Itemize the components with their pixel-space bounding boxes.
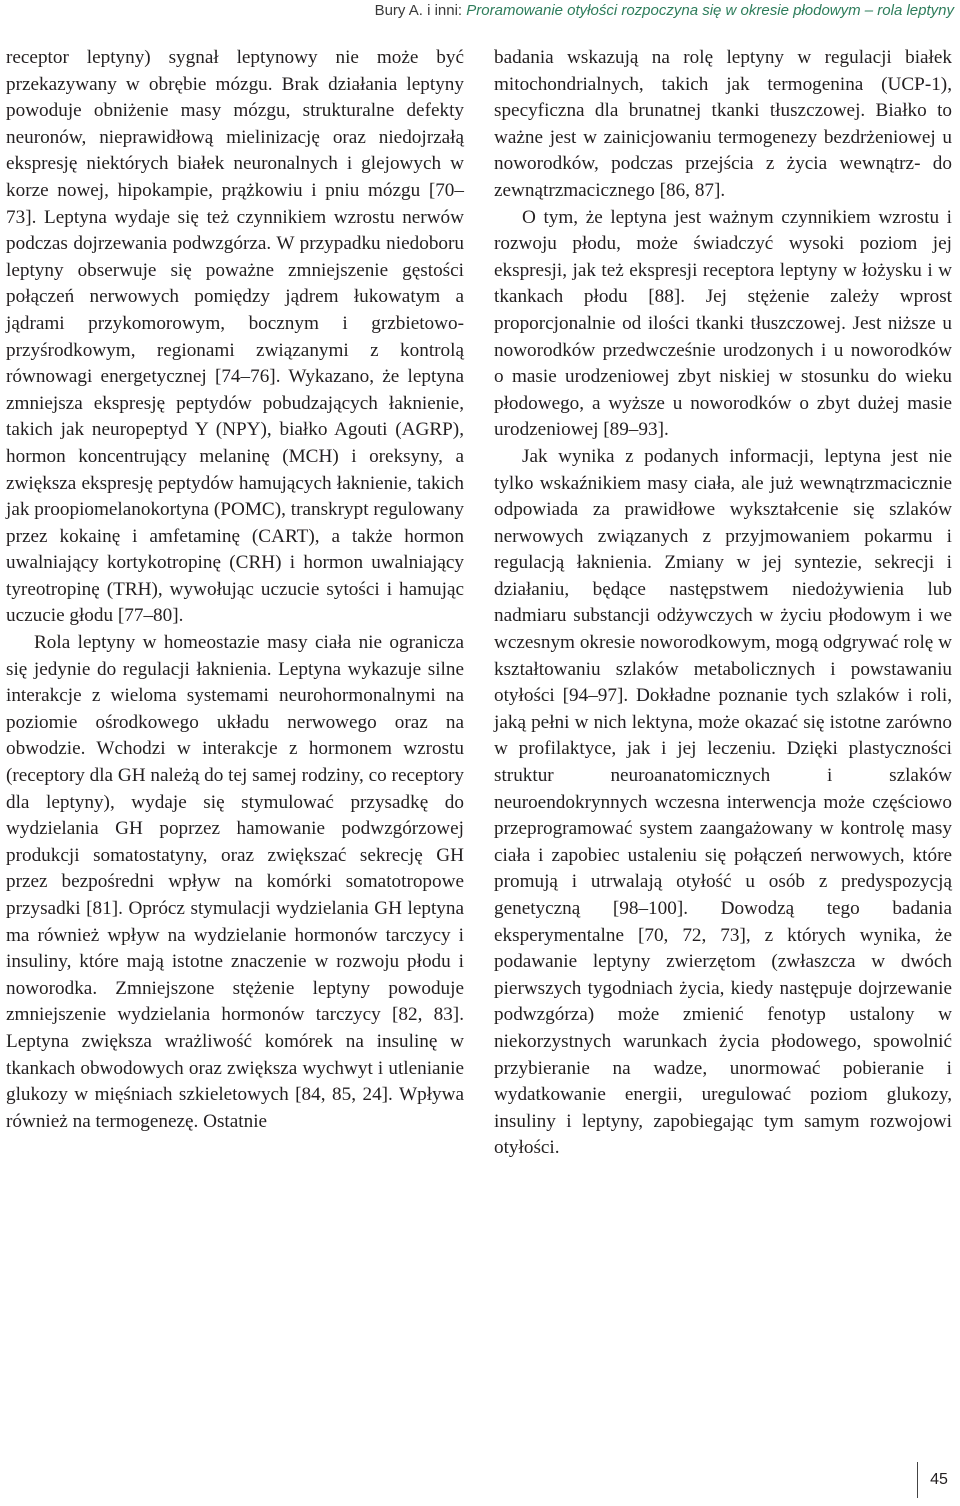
paragraph-left-1: receptor leptyny) sygnał leptynowy nie może być przekazywany w obrębie mózgu. Brak działania leptyny powoduje obniżenie masy mózgu, strukturalne defekty neuronów, nieprawidłową mielinizację oraz niedojrzałą ekspresję niektórych białek neuronalnych i glejowych w korze nowej, hipokampie, prążkowiu i pniu mózgu [70–73]. Leptyna wydaje się też czynnikiem wzrostu nerwów podczas dojrzewania podwzgórza. W przypadku niedoboru leptyny obserwuje się poważne zmniejszenie gęstości połączeń nerwowych pomiędzy jądrem łukowatym a jądrami przykomorowym, bocznym i grzbietowo-przyśrodkowym, regionami związanymi z kontrolą równowagi energetycznej [74–76]. Wykazano, że leptyna zmniejsza ekspresję peptydów pobudzających łaknienie, takich jak neuropeptyd Y (NPY), białko Agouti (AGRP), hormon koncentrujący melaninę (MCH) i oreksyny, a zwiększa ekspresję peptydów hamujących łaknienie, takich jak proopiomelanokortyna (POMC), transkrypt regulowany przez kokainę i amfetaminę (CART), a także hormon uwalniający kortykotropinę (CRH) i hormon uwalniający tyreotropinę (TRH), wywołując uczucie sytości i hamując uczucie głodu [77–80]. bbox=[6, 47, 464, 627]
running-head-authors: Bury A. i inni: bbox=[374, 2, 467, 19]
paragraph-right-1: badania wskazują na rolę leptyny w regulacji białek mitochondrialnych, takich jak termogenina (UCP-1), specyficzna dla brunatnej tkanki tłuszczowej. Białko to ważne jest w zainicjowaniu termogenezy bezdrżeniowej u noworodków, podczas przejścia z życia wewnątrz- do zewnątrzmacicznego [86, 87]. bbox=[494, 47, 952, 201]
right-column bbox=[494, 45, 952, 1162]
left-column bbox=[6, 45, 464, 1135]
paragraph-left-2: Rola leptyny w homeostazie masy ciała nie ogranicza się jedynie do regulacji łaknienia. Leptyna wykazuje silne interakcje z wieloma systemami neurohormonalnymi na poziomie ośrodkowego układu nerwowego oraz na obwodzie. Wchodzi w interakcje z hormonem wzrostu (receptory dla GH należą do tej samej rodziny, co receptory dla leptyny), wydaje się stymulować przysadkę do wydzielania GH poprzez hamowanie podwzgórzowej produkcji somatostatyny, oraz zwiększać sekrecję GH przez bezpośredni wpływ na komórki somatotropowe przysadki [81]. Oprócz stymulacji wydzielania GH leptyna ma również wpływ na wydzielanie hormonów tarczycy i insuliny, które mają istotne znaczenie w rozwoju płodu i noworodka. Zmniejszone stężenie leptyny powoduje zmniejszenie wydzielania hormonów tarczycy [82, 83]. Leptyna zwiększa wrażliwość komórek na insulinę w tkankach obwodowych oraz zwiększa wychwyt i utlenianie glukozy w mięśniach szkieletowych [84, 85, 24]. Wpływa również na termogenezę. Ostatnie bbox=[6, 632, 464, 1132]
page-number: 45 bbox=[917, 1462, 960, 1498]
running-head-title: Proramowanie otyłości rozpoczyna się w okresie płodowym – rola leptyny bbox=[466, 2, 954, 19]
paragraph-right-2: O tym, że leptyna jest ważnym czynnikiem wzrostu i rozwoju płodu, może świadczyć wysoki poziom jej ekspresji, jak też ekspresji receptora leptyny w łożysku i w tkankach płodu [88]. Jej stężenie zależy wprost proporcjonalnie od ilości tkanki tłuszczowej. Jest niższe u noworodków przedwcześnie urodzonych i u noworodków o masie urodzeniowej zbyt niskiej w stosunku do wieku płodowego, a wyższe u noworodków o zbyt dużej masie urodzeniowej [89–93]. bbox=[494, 206, 952, 441]
paragraph-right-3: Jak wynika z podanych informacji, leptyna jest nie tylko wskaźnikiem masy ciała, ale już wewnątrzmacicznie odpowiada za prawidłowe wykształcenie się szlaków nerwowych związanych z przyjmowaniem pokarmu i regulacją łaknienia. Zmiany w jej syntezie, sekrecji i działaniu, będące następstwem niedożywienia lub nadmiaru substancji odżywczych w życiu płodowym i we wczesnym okresie noworodkowym, mogą odgrywać rolę w kształtowaniu szlaków metabolicznych i powstawaniu otyłości [94–97]. Dokładne poznanie tych szlaków i roli, jaką pełni w nich lektyna, może okazać się istotne zarówno w profilaktyce, jak i jej leczeniu. Dzięki plastyczności struktur neuroanatomicznych i szlaków neuroendokrynnych wczesna interwencja może częściowo przeprogramować system zaangażowany w kontrolę masy ciała i zapobiec ustaleniu się połączeń nerwowych, które promują i utrwalają otyłość u osób z predyspozycją genetyczną [98–100]. Dowodzą tego badania eksperymentalne [70, 72, 73], z których wynika, że podawanie leptyny zwierzętom (zwłaszcza w dwóch pierwszych tygodniach życia, kiedy następuje dojrzewanie podwzgórza) może zmienić fenotyp ustalony w niekorzystnych warunkach życia płodowego, spowolnić przybieranie na wadze, unormować pobieranie i wydatkowanie energii, uregulować poziom glukozy, insuliny i leptyny, zapobiegając tym samym rozwojowi otyłości. bbox=[494, 445, 952, 1159]
running-head bbox=[375, 2, 954, 20]
